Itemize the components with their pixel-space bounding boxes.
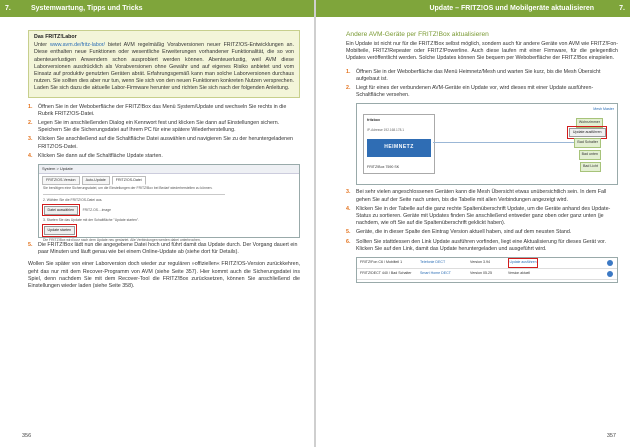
- step-text: Klicken Sie in der Tabelle auf die ganz rechte Spaltenüberschrift Update, um die Geräte anhand des Update-Status zu sortieren. Geräte mit Updates finden Sie anschließend entweder ganz oben oder ganz unten (je nachdem, wie oft Sie auf die Spaltenüberschrift geklickt haben).: [356, 205, 611, 227]
- step-number: 2.: [28, 120, 33, 127]
- right-page-header: [316, 0, 630, 17]
- steps-list: [346, 69, 618, 100]
- device-name: fritzbox: [367, 118, 380, 123]
- step-text: Liegt für eines der verbundenen AVM-Geräte ein Update vor, wird dieses mit einer Update ausführen-Schaltfläche versehen.: [356, 85, 594, 99]
- cell-device: FRITZ!DECT 440 / Bad Schalter: [360, 271, 412, 276]
- file-name: FRITZ.OS....image: [82, 207, 112, 212]
- screenshot-text-3: 3. Starten Sie das Update mit der Schaltfläche "Update starten".: [43, 218, 140, 223]
- tab-fritzos-datei[interactable]: FRITZ!OS-Datei: [112, 176, 146, 185]
- step-item: [28, 104, 300, 118]
- edit-icon[interactable]: [607, 271, 613, 277]
- step-item: [28, 242, 300, 256]
- breadcrumb: [39, 165, 299, 174]
- step-number: 3.: [346, 189, 351, 196]
- device-pill-3: Bad unten: [579, 150, 601, 159]
- step-item: [346, 85, 618, 99]
- cell-update-status: Version aktuell: [508, 271, 531, 276]
- step-text: Legen Sie im anschließenden Dialog ein Kennwort fest und klicken Sie dann auf Einstellungen sichern. Speichern Sie die Sicherungsdatei auf Ihrem PC für eine spätere Wiederherstellung.: [38, 120, 280, 134]
- connection-line: [433, 142, 583, 143]
- intro-paragraph: Ein Update ist nicht nur für die FRITZ!Box selbst möglich, sondern auch für andere Geräte von AVM wie FRITZ!Fon-Mobilteile, FRITZ!Repeater oder FRITZ!Powerline. Auch diese laufen mit einer Firmware, für die gelegentlich Updates veröffentlicht werden. Solche Updates können Sie bequem per Weboberfläche der FRITZ!Box einspielen.: [346, 41, 618, 62]
- step-text: Öffnen Sie in der Weboberfläche der FRITZ!Box das Menü System/Update und wechseln Sie rechts in die Rubrik FRITZ!OS-Datei.: [38, 103, 287, 117]
- start-update-button[interactable]: Update starten: [44, 226, 76, 235]
- mesh-master-label: Mesh Master: [593, 107, 614, 112]
- chapter-number: 7.: [619, 5, 625, 12]
- step-text: Sollten Sie stattdessen den Link Update ausführen vorfinden, liegt eine Aktualisierung für dieses Gerät vor. Klicken Sie auf den Link, damit das Update heruntergeladen und ausgeführt wird.: [356, 238, 606, 252]
- header-title: Systemwartung, Tipps und Tricks: [31, 5, 143, 12]
- step-number: 5.: [346, 229, 351, 236]
- step-number: 1.: [346, 68, 351, 75]
- step-item: [28, 153, 300, 160]
- tab-fritzos-version[interactable]: FRITZ!OS-Version: [42, 176, 80, 185]
- steps-list: [28, 104, 300, 160]
- step-text: Bei sehr vielen angeschlossenen Geräten kann die Mesh Übersicht etwas unübersichtlich sein. In dem Fall gehen Sie auf der Seite nach unten, bis die Tabelle mit allen Verbindungen angezeigt wird.: [356, 189, 607, 203]
- step-number: 4.: [28, 152, 33, 159]
- step-number: 1.: [28, 103, 33, 110]
- table-row: [357, 269, 617, 280]
- device-table-screenshot: [356, 257, 618, 283]
- choose-file-highlight: [42, 204, 80, 216]
- cell-version: Version 3.94: [470, 260, 490, 265]
- fritzbox-tile: [363, 114, 435, 174]
- section-heading: Andere AVM-Geräte per FRITZ!Box aktualisieren: [346, 31, 489, 38]
- cell-type[interactable]: Smart Home DECT: [420, 271, 451, 276]
- device-pill-4: Bad Licht: [580, 162, 601, 171]
- info-box-title: Das FRITZ!Labor: [34, 34, 77, 40]
- step-item: [346, 206, 618, 228]
- right-page-body: [346, 30, 618, 287]
- cell-device: FRITZ!Fon C6 / Mobilteil 1: [360, 260, 403, 265]
- step-text: Die FRITZ!Box lädt nun die angegebene Datei hoch und führt damit das Update durch. Der Vorgang dauert ein paar Minuten und läuft genau wie bei einem Online-Update ab (siehe dort für Details).: [38, 242, 298, 256]
- info-box-text: bietet AVM regelmäßig Vorabversionen neuer FRITZ!OS-Entwicklungen an. Diese enthalten neue Funktionen oder wesentliche Erweiterungen vorhandener Funktionalität, die so von abenteuerlustigen Anwendern schon ausprobiert werden können. Abenteuerlustig, weil AVM diese Laborversionen ausdrücklich als Vorabversionen ohne Gewähr und auf eigenes Risiko anbietet und vom Einsatz auf produktiv genutzten Geräten abrät. Erfahrungsgemäß kann man solche Laborversionen durchaus nutzen. Sie sollten dies aber nur tun, wenn Sie sich von den neuen Funktionen konkreten Nutzen versprechen. Laden Sie sich dazu die aktuelle Labor-Firmware herunter und richten Sie sich nach der folgenden Anleitung.: [34, 42, 294, 92]
- step-text: Klicken Sie anschließend auf die Schaltfläche Datei auswählen und navigieren Sie zu der heruntergeladenen FRITZ!OS-Datei.: [38, 136, 294, 150]
- closing-paragraph: Wollen Sie später von einer Laborversion doch wieder zur regulären »offiziellen« FRITZ!OS-Version zurückkehren, geht das nur mit dem Recover-Programm von AVM (siehe Seite 357). Hier kommt auch die Sicherungsdatei ins Spiel, denn nachdem Sie mit dem Recover-Tool die FRITZ!Box zurücksetzen, können Sie anschließend die Einstellungen wieder laden (siehe Seite 358).: [28, 261, 300, 290]
- step-number: 4.: [346, 205, 351, 212]
- table-update-link[interactable]: Update ausführen: [509, 260, 537, 265]
- right-page: [316, 0, 630, 447]
- file-row: [39, 204, 299, 216]
- page-number: 356: [22, 433, 32, 439]
- left-page: [0, 0, 314, 447]
- step-item: [346, 229, 618, 236]
- step-text: Geräte, die in dieser Spalte den Eintrag Version aktuell haben, sind auf dem neusten Stand.: [356, 229, 572, 236]
- left-page-body: [28, 30, 300, 290]
- step-item: [346, 239, 618, 253]
- choose-file-button[interactable]: Datei auswählen: [44, 206, 79, 215]
- header-title: Update – FRITZ!OS und Mobilgeräte aktualisieren: [429, 5, 594, 12]
- table-update-highlight: [508, 258, 538, 268]
- tab-strip: [39, 174, 299, 185]
- table-row: [357, 258, 617, 269]
- device-pill-1: Wohnzimmer: [576, 118, 603, 127]
- step-item: [28, 120, 300, 134]
- edit-icon[interactable]: [607, 260, 613, 266]
- device-ip: IP-Adresse 192.168.178.1: [367, 127, 405, 132]
- step-item: [28, 136, 300, 150]
- tab-auto-update[interactable]: Auto-Update: [82, 176, 110, 185]
- info-box: [28, 30, 300, 98]
- info-box-pre: Unter: [34, 42, 50, 49]
- steps-list-2: [346, 189, 618, 253]
- labor-link[interactable]: www.avm.de/fritz-labor/: [49, 42, 105, 49]
- left-page-header: [0, 0, 314, 17]
- cell-version: Version 05.25: [470, 271, 492, 276]
- update-run-highlight: [567, 126, 607, 138]
- step-item: [346, 69, 618, 83]
- step-number: 6.: [346, 238, 351, 245]
- step-text: Klicken Sie dann auf die Schaltfläche Update starten.: [38, 152, 163, 159]
- breadcrumb-text: System > Update: [42, 166, 73, 172]
- step-number: 5.: [28, 242, 33, 249]
- start-update-highlight: [42, 224, 77, 236]
- device-bottom: FRITZ!Box 7590 SK: [367, 165, 400, 170]
- page-number: 357: [606, 433, 616, 439]
- step-text: Öffnen Sie in der Weboberfläche das Menü Heimnetz/Mesh und warten Sie kurz, bis die Mesh Übersicht aufgebaut ist.: [356, 68, 601, 82]
- mesh-screenshot: [356, 103, 618, 185]
- step-item: [346, 189, 618, 203]
- update-screenshot: [38, 164, 300, 242]
- start-row: [39, 224, 299, 236]
- update-run-button[interactable]: Update ausführen: [569, 128, 606, 137]
- chapter-number: 7.: [5, 5, 11, 12]
- step-number: 3.: [28, 136, 33, 143]
- screenshot-text-1: Sie benötigen eine Sicherungsdatei, um die Einstellungen der FRITZ!Box bei Bedarf wiederherstellen zu können.: [43, 186, 213, 191]
- divider: [43, 194, 225, 195]
- heimnetz-banner: HEIMNETZ: [367, 139, 431, 157]
- screenshot-text-4: Die FRITZ!Box wird kurz nach dem Update neu gestartet. Alle Verbindungen werden dabei unterbrochen.: [43, 237, 201, 242]
- steps-list-2: [28, 242, 300, 256]
- step-number: 2.: [346, 85, 351, 92]
- cell-type[interactable]: Telefonie DECT: [420, 260, 446, 265]
- screenshot-text-2: 2. Wählen Sie die FRITZ!OS-Datei aus.: [43, 197, 103, 202]
- device-pill-2: Bad Schalter: [574, 138, 601, 147]
